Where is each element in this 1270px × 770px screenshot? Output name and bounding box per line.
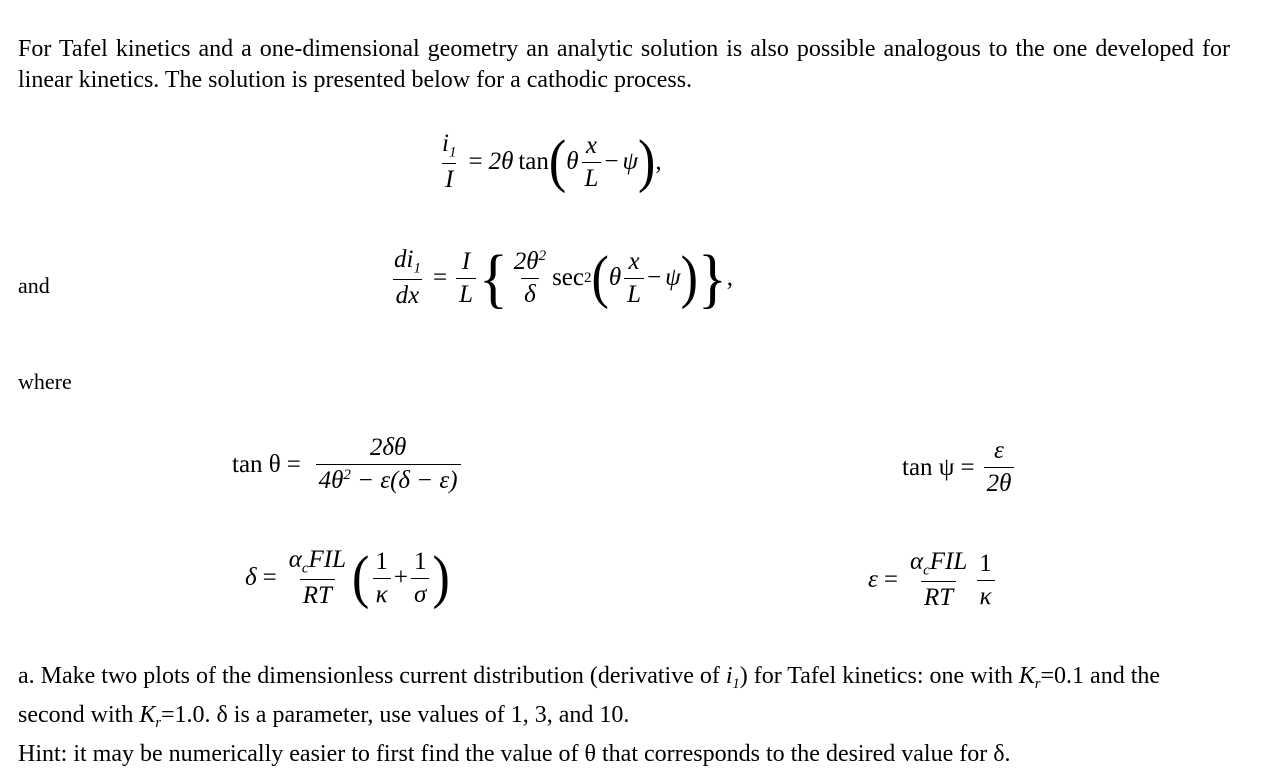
symbol-delta: δ: [521, 278, 539, 309]
ratio-i1-over-I: [439, 130, 459, 194]
equals-sign: =: [432, 264, 448, 292]
comma: ,: [726, 264, 734, 292]
ratio-di1-over-dx: [391, 246, 424, 310]
subscript-r: r: [1034, 676, 1041, 693]
symbol-delta: δ: [245, 564, 257, 592]
equation-tan-psi: [902, 437, 1017, 498]
numerator-2-delta-theta: 2δθ: [369, 434, 407, 461]
symbol-theta: θ: [608, 264, 622, 292]
open-paren: (: [352, 544, 370, 611]
question-text-part-b: ) for Tafel kinetics: one with: [739, 663, 1019, 689]
symbol-alpha: α: [909, 548, 924, 575]
open-paren: (: [591, 244, 609, 311]
subscript-r: r: [155, 715, 161, 732]
symbol-K: K: [139, 702, 156, 729]
ratio-x-over-L: [582, 132, 602, 193]
comma: ,: [655, 148, 662, 176]
equation-delta: [245, 546, 450, 610]
superscript-2: 2: [538, 247, 547, 264]
numeral-1: 1: [979, 549, 992, 577]
minus-sign: −: [647, 264, 662, 292]
symbol-L: L: [624, 278, 644, 309]
equals-sign: =: [883, 566, 898, 594]
plus-sign: +: [393, 564, 408, 592]
ratio-alpha-FIL-over-RT: [907, 548, 970, 612]
symbol-theta: θ: [566, 148, 579, 176]
question-text-part-c: =0.1 and the second with: [18, 663, 1161, 729]
connector-where: where: [18, 369, 72, 394]
symbol-i: i: [725, 663, 733, 689]
subscript-1: 1: [732, 676, 740, 693]
symbol-K: K: [1018, 663, 1035, 689]
equals-sign: =: [960, 453, 975, 481]
symbol-kappa: κ: [977, 580, 995, 611]
equals-sign: =: [262, 564, 277, 592]
symbol-4theta: 4θ: [318, 467, 344, 494]
ratio-1-over-kappa: [372, 548, 391, 609]
numeral-1: 1: [375, 547, 388, 575]
superscript-2: 2: [583, 269, 592, 286]
function-sec: sec: [552, 264, 584, 292]
symbol-2theta: 2θ: [513, 247, 539, 275]
ratio-x-over-L: [624, 248, 644, 309]
symbol-di: di: [394, 246, 414, 273]
symbol-FIL: FIL: [308, 546, 347, 573]
symbol-RT: RT: [300, 579, 335, 610]
ratio-tan-theta: [310, 434, 466, 495]
symbol-dx: dx: [393, 279, 423, 310]
symbol-RT: RT: [921, 581, 956, 612]
ratio-2theta2-over-delta: [511, 248, 549, 309]
question-text-part-d: =1.0. δ is a parameter, use values of 1, 3, and 10.: [160, 702, 630, 729]
ratio-epsilon-over-2theta: [984, 437, 1015, 498]
symbol-I: I: [461, 247, 471, 275]
symbol-psi: ψ: [665, 264, 681, 292]
symbol-x: x: [628, 247, 640, 275]
symbol-L: L: [456, 278, 476, 309]
symbol-kappa: κ: [373, 578, 391, 609]
symbol-psi: ψ: [622, 148, 639, 176]
close-paren: ): [432, 544, 450, 611]
ratio-1-over-sigma: [411, 548, 430, 609]
close-paren: ): [638, 128, 656, 195]
question-text-part-a: a. Make two plots of the dimensionless current distribution (derivative of: [18, 663, 726, 689]
hint-text: Hint: it may be numerically easier to first find the value of θ that corresponds to the desired value for δ.: [18, 741, 1011, 768]
symbol-x: x: [585, 131, 597, 159]
equation-epsilon: [868, 548, 998, 612]
equation-derivative: [388, 241, 734, 315]
function-tan: tan: [518, 148, 549, 176]
symbol-2theta: 2θ: [984, 467, 1015, 498]
equation-current-distribution: [436, 130, 662, 194]
coefficient-2theta: 2θ: [488, 148, 514, 176]
close-paren: ): [680, 244, 698, 311]
open-paren: (: [548, 128, 567, 195]
equation-tan-theta: [232, 434, 469, 495]
ratio-I-over-L: [456, 248, 476, 309]
tan-psi-lhs: tan ψ: [902, 453, 955, 481]
symbol-i: i: [442, 130, 449, 157]
intro-paragraph: For Tafel kinetics and a one-dimensional geometry an analytic solution is also possible analogous to the one developed for linear kinetics. The solution is presented below for a cathodic process.: [18, 36, 1230, 93]
equals-sign: =: [468, 148, 483, 176]
numeral-1: 1: [413, 547, 427, 575]
symbol-I: I: [442, 163, 456, 194]
symbol-sigma: σ: [411, 578, 429, 609]
symbol-alpha: α: [288, 546, 302, 573]
ratio-1-over-kappa: [976, 550, 995, 611]
subscript-c: c: [923, 562, 930, 579]
symbol-L: L: [582, 162, 602, 193]
subscript-1: 1: [413, 260, 421, 277]
question-paragraph: [18, 661, 1230, 770]
subscript-1: 1: [448, 144, 457, 161]
superscript-2: 2: [343, 467, 351, 483]
connector-and: and: [18, 273, 50, 298]
symbol-FIL: FIL: [929, 548, 968, 575]
equals-sign: =: [286, 450, 301, 478]
ratio-alpha-FIL-over-RT: [286, 546, 349, 610]
minus-sign: −: [604, 148, 619, 176]
close-brace: }: [697, 241, 727, 315]
denominator-rest: − ε(δ − ε): [350, 467, 458, 494]
symbol-epsilon: ε: [868, 566, 878, 594]
open-brace: {: [478, 241, 508, 315]
subscript-c: c: [301, 560, 309, 577]
tan-theta-lhs: tan θ: [232, 450, 281, 478]
symbol-epsilon: ε: [994, 437, 1004, 464]
